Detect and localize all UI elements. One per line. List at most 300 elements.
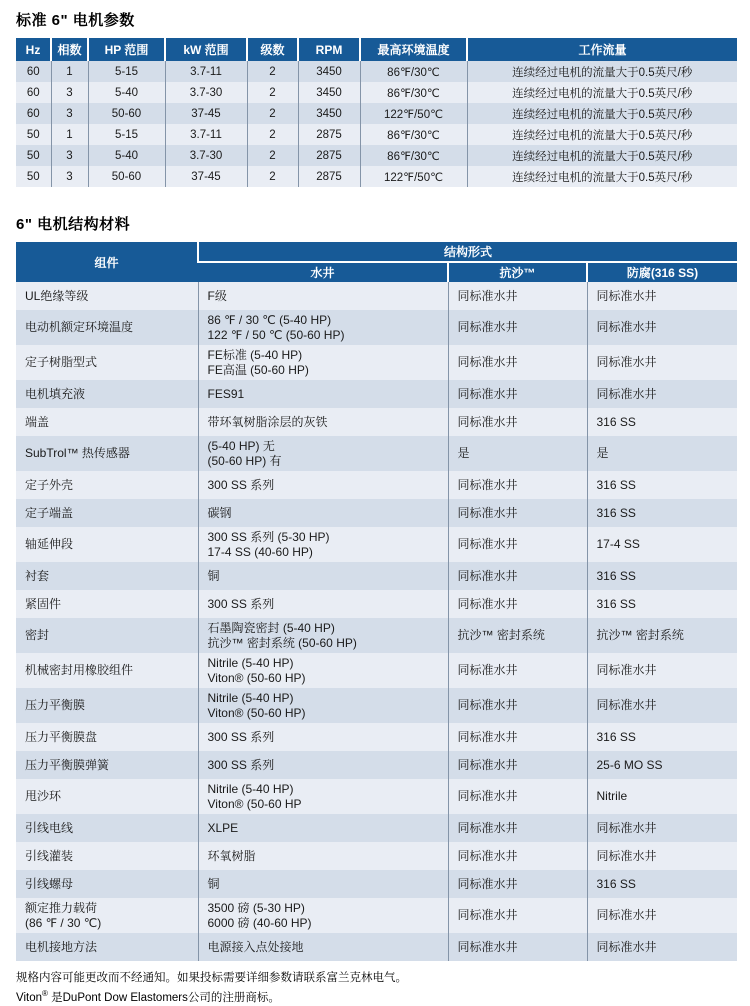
motor-params-cell [467, 103, 737, 124]
motor-params-cell [247, 82, 298, 103]
motor-params-col-header [467, 38, 737, 61]
materials-row [16, 282, 737, 310]
component-cell [16, 898, 198, 933]
motor-params-header-row [16, 38, 737, 61]
motor-params-cell-line: 1 [66, 65, 73, 78]
motor-params-col-header [16, 38, 51, 61]
motor-params-col-header-line: 最高环境温度 [377, 43, 450, 57]
component-cell [16, 590, 198, 618]
sand-fighter-cell-line: 同标准水井 [457, 386, 518, 401]
water-well-cell-line: Nitrile (5-40 HP) [207, 782, 294, 796]
materials-table [16, 242, 737, 961]
motor-params-cell-line: 3.7-11 [190, 128, 222, 141]
motor-params-cell-line: 3 [66, 170, 73, 183]
viton-brand-text: Viton [16, 991, 43, 1004]
motor-params-cell [467, 166, 737, 187]
motor-params-title: 标准 6" 电机参数 [16, 12, 135, 29]
water-well-cell-line: 带环氧树脂涂层的灰铁 [207, 414, 328, 429]
water-well-cell [198, 499, 448, 527]
corrosion-cell [587, 499, 737, 527]
construction-type-header [587, 262, 737, 282]
motor-params-cell-line: 连续经过电机的流量大于0.5英尺/秒 [512, 129, 693, 142]
water-well-cell [198, 436, 448, 471]
component-cell-line: 电机填充液 [25, 386, 86, 401]
sand-fighter-cell [448, 653, 587, 688]
component-cell [16, 814, 198, 842]
component-cell-line: 紧固件 [25, 596, 62, 611]
motor-params-cell [247, 124, 298, 145]
sand-fighter-cell-line: 是 [457, 446, 470, 461]
motor-params-cell-line: 3 [66, 107, 73, 120]
sand-fighter-cell [448, 310, 587, 345]
construction-type-header-line: 防腐(316 SS) [626, 266, 699, 280]
sand-fighter-cell [448, 933, 587, 961]
sand-fighter-cell-line: 同标准水井 [457, 505, 518, 520]
materials-row [16, 723, 737, 751]
motor-params-cell [165, 166, 247, 187]
water-well-cell [198, 898, 448, 933]
corrosion-cell [587, 842, 737, 870]
corrosion-cell-line: 316 SS [596, 876, 636, 891]
component-cell-line: 定子外壳 [25, 477, 74, 492]
sand-fighter-cell [448, 380, 587, 408]
water-well-cell-line: FE高温 (50-60 HP) [207, 362, 309, 377]
materials-row [16, 688, 737, 723]
component-cell-line: 引线灌装 [25, 848, 74, 863]
materials-row [16, 436, 737, 471]
component-cell [16, 688, 198, 723]
motor-params-cell-line: 2 [269, 128, 276, 141]
motor-params-cell [298, 166, 360, 187]
footnote-spec-change: 规格内容可能更改而不经通知。如果投标需要详细参数请联系富兰克林电气。 [16, 972, 407, 984]
corrosion-cell [587, 310, 737, 345]
motor-params-cell [467, 82, 737, 103]
component-cell [16, 933, 198, 961]
sand-fighter-cell [448, 562, 587, 590]
water-well-cell-line: Nitrile (5-40 HP) [207, 691, 294, 705]
component-cell-line: (86 ℉ / 30 ℃) [25, 915, 102, 930]
motor-params-row [16, 124, 737, 145]
motor-params-cell-line: 2875 [316, 170, 342, 183]
corrosion-cell [587, 590, 737, 618]
corrosion-cell [587, 618, 737, 653]
motor-params-cell-line: 3.7-30 [189, 86, 223, 99]
motor-params-cell-line: 86℉/30℃ [387, 87, 440, 100]
water-well-cell-line: 300 SS 系列 [207, 757, 275, 772]
viton-note-text: 是DuPont Dow Elastomers公司的注册商标。 [47, 991, 280, 1004]
water-well-cell-line: 122 ℉ / 50 ℃ (50-60 HP) [207, 327, 345, 342]
water-well-cell-line: Viton® (50-60 HP) [207, 705, 306, 720]
corrosion-cell-line: 316 SS [596, 505, 636, 520]
component-cell [16, 870, 198, 898]
component-cell [16, 842, 198, 870]
motor-params-cell [51, 166, 88, 187]
motor-params-cell-line: 122℉/50℃ [383, 171, 444, 184]
corrosion-cell [587, 653, 737, 688]
motor-params-cell [247, 145, 298, 166]
water-well-cell-line: FE标准 (5-40 HP) [207, 348, 303, 362]
water-well-cell [198, 590, 448, 618]
construction-type-header-line: 抗沙™ [499, 266, 536, 280]
materials-header [16, 242, 737, 282]
sand-fighter-cell-line: 同标准水井 [457, 757, 518, 772]
component-cell-line: 密封 [25, 628, 50, 643]
motor-params-cell [360, 61, 467, 82]
materials-row [16, 310, 737, 345]
motor-params-cell [51, 61, 88, 82]
motor-params-cell [16, 145, 51, 166]
motor-params-row [16, 82, 737, 103]
corrosion-cell-line: 同标准水井 [596, 908, 657, 923]
motor-params-table [16, 38, 737, 187]
water-well-cell-line: 6000 磅 (40-60 HP) [207, 915, 312, 930]
materials-row [16, 779, 737, 814]
motor-params-cell-line: 5-40 [114, 149, 139, 162]
water-well-cell [198, 345, 448, 380]
water-well-cell-line: 300 SS 系列 [207, 477, 275, 492]
sand-fighter-cell-line: 同标准水井 [457, 568, 518, 583]
motor-params-cell [247, 166, 298, 187]
motor-params-cell-line: 60 [26, 86, 40, 99]
sand-fighter-cell-line: 同标准水井 [457, 320, 518, 335]
water-well-cell [198, 310, 448, 345]
component-cell-line: 衬套 [25, 568, 50, 583]
motor-params-cell [88, 124, 165, 145]
sand-fighter-cell [448, 618, 587, 653]
motor-params-cell-line: 50-60 [111, 107, 142, 120]
water-well-cell [198, 408, 448, 436]
water-well-cell [198, 618, 448, 653]
motor-params-cell [51, 103, 88, 124]
corrosion-cell-line: 316 SS [596, 596, 636, 611]
corrosion-cell-line: 抗沙™ 密封系统 [596, 628, 684, 643]
water-well-cell-line: (5-40 HP) 无 [207, 439, 275, 453]
water-well-cell [198, 282, 448, 310]
motor-params-cell-line: 连续经过电机的流量大于0.5英尺/秒 [512, 150, 693, 163]
corrosion-cell [587, 408, 737, 436]
component-cell [16, 653, 198, 688]
corrosion-cell-line: 是 [596, 446, 609, 461]
motor-params-cell-line: 50 [26, 149, 40, 162]
corrosion-cell-line: 同标准水井 [596, 355, 657, 370]
sand-fighter-cell [448, 527, 587, 562]
sand-fighter-cell [448, 590, 587, 618]
sand-fighter-cell-line: 同标准水井 [457, 908, 518, 923]
motor-params-cell-line: 连续经过电机的流量大于0.5英尺/秒 [512, 66, 693, 79]
corrosion-cell-line: 316 SS [596, 414, 636, 429]
materials-row [16, 842, 737, 870]
sand-fighter-cell-line: 同标准水井 [457, 789, 518, 804]
motor-params-cell-line: 37-45 [191, 170, 221, 183]
component-cell [16, 436, 198, 471]
sand-fighter-cell-line: 同标准水井 [457, 596, 518, 611]
motor-params-cell [165, 103, 247, 124]
motor-params-cell-line: 1 [66, 128, 73, 141]
corrosion-cell-line: 同标准水井 [596, 698, 657, 713]
water-well-cell-line: Nitrile (5-40 HP) [207, 656, 294, 670]
sand-fighter-cell [448, 499, 587, 527]
motor-params-cell-line: 3450 [316, 65, 342, 78]
motor-params-cell [51, 124, 88, 145]
motor-params-cell [88, 61, 165, 82]
sand-fighter-cell-line: 同标准水井 [457, 477, 518, 492]
corrosion-cell-line: 同标准水井 [596, 386, 657, 401]
motor-params-row [16, 166, 737, 187]
water-well-cell [198, 653, 448, 688]
motor-params-cell [165, 82, 247, 103]
water-well-cell [198, 870, 448, 898]
corrosion-cell-line: 同标准水井 [596, 663, 657, 678]
component-cell [16, 471, 198, 499]
sand-fighter-cell-line: 同标准水井 [457, 288, 518, 303]
component-cell-line: 额定推力载荷 [25, 901, 98, 915]
motor-params-col-header [51, 38, 88, 61]
water-well-cell-line: 电源接入点处接地 [207, 939, 304, 954]
component-column-header: 组件 [16, 242, 198, 282]
component-cell-line: 引线螺母 [25, 876, 74, 891]
motor-params-cell [298, 82, 360, 103]
footnote-viton-trademark [16, 986, 737, 1006]
water-well-cell [198, 527, 448, 562]
motor-params-cell-line: 3.7-30 [189, 149, 223, 162]
corrosion-cell [587, 436, 737, 471]
motor-params-row [16, 61, 737, 82]
component-cell [16, 723, 198, 751]
motor-params-cell [247, 61, 298, 82]
construction-type-header [198, 262, 448, 282]
motor-params-cell-line: 5-15 [114, 65, 139, 78]
corrosion-cell-line: 同标准水井 [596, 288, 657, 303]
motor-params-cell-line: 3450 [316, 107, 342, 120]
motor-params-cell-line: 2875 [316, 149, 342, 162]
corrosion-cell [587, 898, 737, 933]
motor-params-cell-line: 5-40 [114, 86, 139, 99]
water-well-cell-line: 300 SS 系列 [207, 729, 275, 744]
motor-params-cell-line: 连续经过电机的流量大于0.5英尺/秒 [512, 87, 693, 100]
motor-params-cell [298, 103, 360, 124]
corrosion-cell [587, 870, 737, 898]
materials-row [16, 527, 737, 562]
motor-params-cell-line: 连续经过电机的流量大于0.5英尺/秒 [512, 171, 693, 184]
materials-row [16, 618, 737, 653]
sand-fighter-cell-line: 抗沙™ 密封系统 [457, 628, 545, 643]
motor-params-row [16, 103, 737, 124]
water-well-cell [198, 933, 448, 961]
motor-params-cell [88, 82, 165, 103]
motor-params-cell [165, 61, 247, 82]
component-cell-line: 机械密封用橡胶组件 [25, 663, 134, 678]
corrosion-cell-line: 同标准水井 [596, 820, 657, 835]
component-cell-line: 引线电线 [25, 820, 74, 835]
component-cell-line: 压力平衡膜 [25, 698, 86, 713]
motor-params-cell [165, 124, 247, 145]
corrosion-cell [587, 688, 737, 723]
water-well-cell-line: 铜 [207, 876, 220, 891]
motor-params-cell-line: 3 [66, 149, 73, 162]
motor-params-cell [360, 124, 467, 145]
motor-params-cell-line: 2 [269, 65, 276, 78]
component-cell-line: 压力平衡膜弹簧 [25, 757, 110, 772]
motor-params-cell-line: 5-15 [114, 128, 139, 141]
corrosion-cell [587, 751, 737, 779]
water-well-cell [198, 380, 448, 408]
water-well-cell [198, 471, 448, 499]
sand-fighter-cell-line: 同标准水井 [457, 663, 518, 678]
motor-params-cell-line: 86℉/30℃ [387, 66, 440, 79]
materials-row [16, 562, 737, 590]
materials-row [16, 870, 737, 898]
motor-params-cell [298, 145, 360, 166]
construction-type-header-line: 水井 [310, 266, 335, 280]
corrosion-cell-line: Nitrile [596, 789, 628, 804]
component-cell [16, 751, 198, 779]
corrosion-cell [587, 282, 737, 310]
component-cell [16, 779, 198, 814]
corrosion-cell-line: 316 SS [596, 568, 636, 583]
component-cell [16, 618, 198, 653]
sand-fighter-cell [448, 282, 587, 310]
motor-params-col-header [165, 38, 247, 61]
motor-params-cell [88, 103, 165, 124]
sand-fighter-cell [448, 779, 587, 814]
motor-params-cell-line: 60 [26, 65, 40, 78]
corrosion-cell [587, 723, 737, 751]
water-well-cell [198, 842, 448, 870]
sand-fighter-cell-line: 同标准水井 [457, 355, 518, 370]
sand-fighter-cell-line: 同标准水井 [457, 729, 518, 744]
motor-params-col-header [298, 38, 360, 61]
corrosion-cell [587, 562, 737, 590]
water-well-cell-line: Viton® (50-60 HP) [207, 670, 306, 685]
sand-fighter-cell [448, 471, 587, 499]
footnotes [16, 970, 737, 1006]
materials-row [16, 590, 737, 618]
materials-row [16, 408, 737, 436]
motor-params-cell-line: 连续经过电机的流量大于0.5英尺/秒 [512, 108, 693, 121]
motor-params-cell [247, 103, 298, 124]
motor-params-cell-line: 3 [66, 86, 73, 99]
motor-params-cell-line: 50-60 [111, 170, 142, 183]
sand-fighter-cell [448, 345, 587, 380]
motor-params-cell [298, 124, 360, 145]
sand-fighter-cell-line: 同标准水井 [457, 820, 518, 835]
motor-params-cell-line: 122℉/50℃ [383, 108, 444, 121]
materials-row [16, 471, 737, 499]
motor-params-cell [298, 61, 360, 82]
water-well-cell-line: 石墨陶瓷密封 (5-40 HP) [207, 621, 335, 635]
motor-params-cell [360, 82, 467, 103]
motor-params-cell [467, 61, 737, 82]
motor-params-cell [16, 166, 51, 187]
water-well-cell-line: FES91 [207, 386, 245, 401]
motor-params-col-header-line: 相数 [57, 43, 82, 57]
motor-params-cell [16, 103, 51, 124]
materials-row [16, 653, 737, 688]
corrosion-cell-line: 25-6 MO SS [596, 757, 663, 772]
water-well-cell-line: 抗沙™ 密封系统 (50-60 HP) [207, 635, 357, 650]
materials-title: 6" 电机结构材料 [16, 216, 131, 233]
motor-params-cell [360, 103, 467, 124]
component-cell-line: 轴延伸段 [25, 537, 74, 552]
water-well-cell-line: 17-4 SS (40-60 HP) [207, 544, 313, 559]
water-well-cell-line: 环氧树脂 [207, 848, 256, 863]
sand-fighter-cell [448, 688, 587, 723]
component-cell-line: 电动机额定环境温度 [25, 320, 134, 335]
sand-fighter-cell-line: 同标准水井 [457, 537, 518, 552]
construction-type-header [448, 262, 587, 282]
motor-params-cell [88, 166, 165, 187]
water-well-cell-line: F级 [207, 288, 227, 303]
sand-fighter-cell-line: 同标准水井 [457, 414, 518, 429]
motor-params-col-header [88, 38, 165, 61]
component-cell-line: 压力平衡膜盘 [25, 729, 98, 744]
water-well-cell-line: 碳钢 [207, 505, 232, 520]
motor-params-cell [467, 145, 737, 166]
water-well-cell [198, 814, 448, 842]
water-well-cell-line: 300 SS 系列 [207, 596, 275, 611]
materials-row [16, 933, 737, 961]
motor-params-cell-line: 2 [269, 107, 276, 120]
materials-row [16, 814, 737, 842]
materials-row [16, 751, 737, 779]
water-well-cell-line: 86 ℉ / 30 ℃ (5-40 HP) [207, 313, 332, 327]
motor-params-col-header [247, 38, 298, 61]
corrosion-cell [587, 527, 737, 562]
materials-row [16, 345, 737, 380]
sand-fighter-cell [448, 842, 587, 870]
corrosion-cell [587, 779, 737, 814]
motor-params-cell-line: 50 [26, 128, 40, 141]
corrosion-cell [587, 933, 737, 961]
sand-fighter-cell-line: 同标准水井 [457, 848, 518, 863]
water-well-cell [198, 723, 448, 751]
motor-params-cell [16, 124, 51, 145]
sand-fighter-cell [448, 751, 587, 779]
component-cell-line: SubTrol™ 热传感器 [25, 446, 130, 461]
component-cell [16, 408, 198, 436]
motor-params-cell-line: 60 [26, 107, 40, 120]
water-well-cell-line: 300 SS 系列 (5-30 HP) [207, 530, 330, 544]
water-well-cell-line: 3500 磅 (5-30 HP) [207, 901, 305, 915]
materials-row [16, 898, 737, 933]
materials-row [16, 499, 737, 527]
corrosion-cell [587, 471, 737, 499]
motor-params-cell [360, 145, 467, 166]
sand-fighter-cell [448, 898, 587, 933]
motor-params-cell-line: 3.7-11 [190, 65, 222, 78]
motor-params-col-header-line: HP 范围 [104, 43, 149, 57]
motor-params-col-header [360, 38, 467, 61]
motor-params-cell-line: 50 [26, 170, 40, 183]
motor-params-cell-line: 2 [269, 170, 276, 183]
motor-params-col-header-line: kW 范围 [183, 43, 229, 57]
component-cell-line: 甩沙环 [25, 789, 62, 804]
component-cell-line: 端盖 [25, 414, 50, 429]
sand-fighter-cell-line: 同标准水井 [457, 698, 518, 713]
component-cell [16, 380, 198, 408]
motor-params-cell [467, 124, 737, 145]
motor-params-cell [16, 82, 51, 103]
motor-params-col-header-line: RPM [315, 42, 343, 57]
water-well-cell [198, 779, 448, 814]
component-cell [16, 527, 198, 562]
water-well-cell-line: 铜 [207, 568, 220, 583]
sand-fighter-cell [448, 870, 587, 898]
component-cell [16, 310, 198, 345]
water-well-cell [198, 562, 448, 590]
corrosion-cell [587, 345, 737, 380]
water-well-cell-line: Viton® (50-60 HP [207, 796, 302, 811]
